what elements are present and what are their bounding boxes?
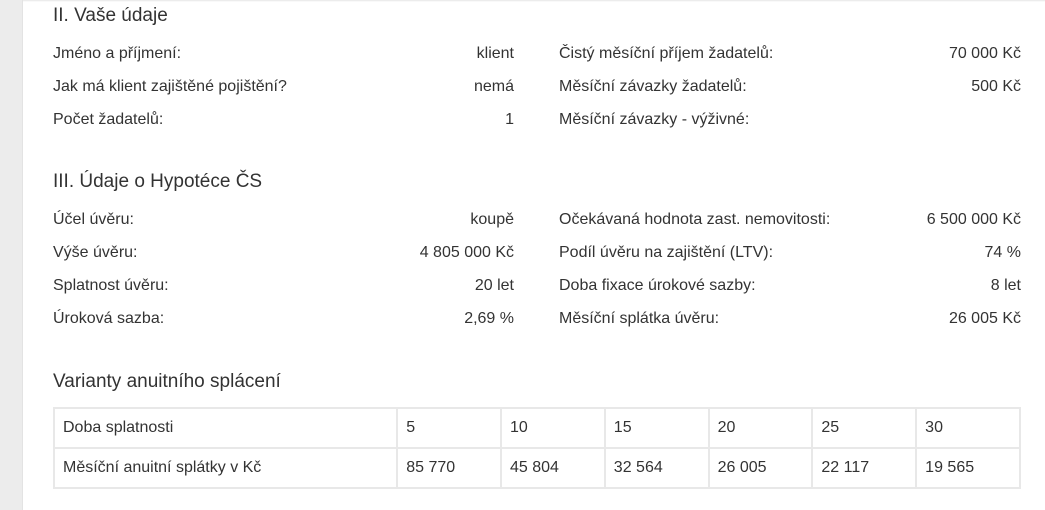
info-value: 20 let <box>474 277 514 294</box>
info-row-alimony <box>559 109 1021 131</box>
table-cell: 85 770 <box>397 448 501 488</box>
info-label: Splatnost úvěru: <box>53 277 169 294</box>
summary-page <box>22 0 1045 510</box>
info-row-name <box>53 43 514 65</box>
info-label: Měsíční závazky - výživné: <box>559 111 750 128</box>
table-cell: 22 117 <box>812 448 916 488</box>
table-cell: 26 005 <box>709 448 813 488</box>
info-label: Jak má klient zajištěné pojištění? <box>53 78 287 95</box>
info-label: Doba fixace úrokové sazby: <box>559 277 756 294</box>
info-label: Úroková sazba: <box>53 310 165 327</box>
info-row-purpose <box>53 209 514 231</box>
info-value: 500 Kč <box>971 78 1021 95</box>
info-label: Očekávaná hodnota zast. nemovitosti: <box>559 211 831 228</box>
info-row-liabilities <box>559 76 1021 98</box>
info-value: 6 500 000 Kč <box>926 211 1021 228</box>
info-value: 4 805 000 Kč <box>419 244 514 261</box>
info-value: 2,69 % <box>464 310 514 327</box>
info-value: nemá <box>473 78 514 95</box>
info-label: Podíl úvěru na zajištění (LTV): <box>559 244 774 261</box>
info-row-interest-rate <box>53 308 514 330</box>
table-cell: 32 564 <box>605 448 709 488</box>
table-cell: 45 804 <box>501 448 605 488</box>
table-cell: 10 <box>501 408 605 448</box>
info-label: Počet žadatelů: <box>53 111 164 128</box>
table-cell: 25 <box>812 408 916 448</box>
info-row-insurance <box>53 76 514 98</box>
info-row-ltv <box>559 242 1021 264</box>
info-value: 1 <box>505 111 514 128</box>
table-cell: 5 <box>397 408 501 448</box>
table-cell: 30 <box>916 408 1020 448</box>
info-value: koupě <box>470 211 514 228</box>
table-cell: 19 565 <box>916 448 1020 488</box>
annuity-variants-table <box>53 407 1021 489</box>
info-row-fixation <box>559 275 1021 297</box>
table-cell: 20 <box>709 408 813 448</box>
info-value: 8 let <box>990 277 1021 294</box>
table-cell: 15 <box>605 408 709 448</box>
info-label: Výše úvěru: <box>53 244 138 261</box>
info-value: 26 005 Kč <box>948 310 1021 327</box>
top-divider <box>23 0 1045 2</box>
info-row-applicants <box>53 109 514 131</box>
info-row-net-income <box>559 43 1021 65</box>
info-row-property-value <box>559 209 1021 231</box>
info-label: Čistý měsíční příjem žadatelů: <box>559 45 774 62</box>
info-label: Účel úvěru: <box>53 211 134 228</box>
info-label: Jméno a příjmení: <box>53 45 182 62</box>
table-row <box>54 408 1020 448</box>
info-row-maturity <box>53 275 514 297</box>
row-header: Měsíční anuitní splátky v Kč <box>54 448 397 488</box>
info-row-loan-amount <box>53 242 514 264</box>
info-value: 70 000 Kč <box>948 45 1021 62</box>
section-title-mortgage: III. Údaje o Hypotéce ČS <box>53 171 263 192</box>
row-header: Doba splatnosti <box>54 408 397 448</box>
info-label: Měsíční splátka úvěru: <box>559 310 720 327</box>
section-title-variants: Varianty anuitního splácení <box>53 371 281 392</box>
table-row <box>54 448 1020 488</box>
info-label: Měsíční závazky žadatelů: <box>559 78 747 95</box>
info-value: klient <box>476 45 514 62</box>
section-title-personal: II. Vaše údaje <box>53 5 168 26</box>
info-row-monthly-payment <box>559 308 1021 330</box>
info-value: 74 % <box>984 244 1021 261</box>
